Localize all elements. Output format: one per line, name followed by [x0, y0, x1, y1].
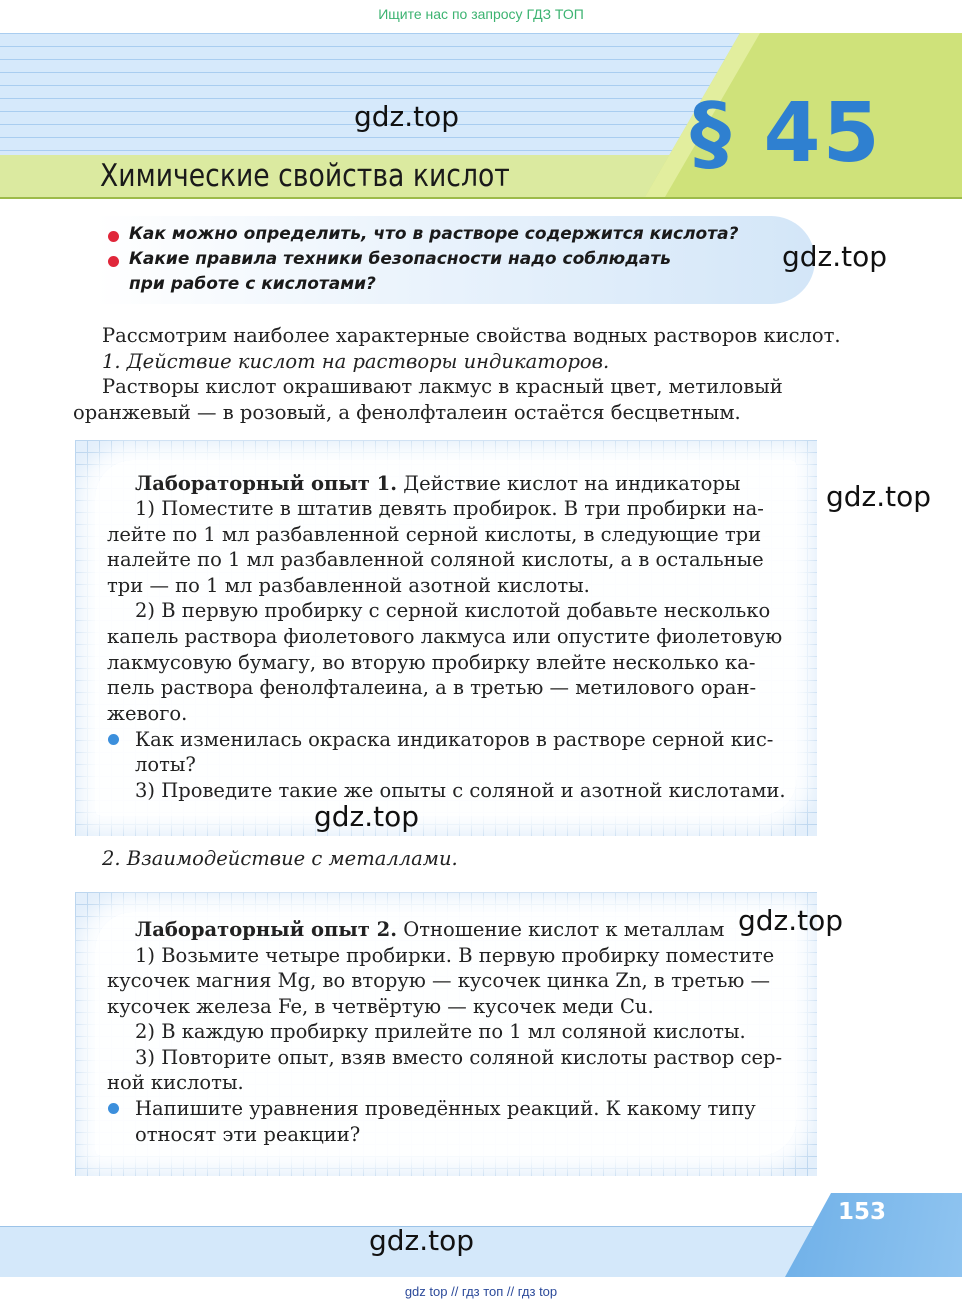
- lab-2-label: Лабораторный опыт 2.: [135, 918, 398, 941]
- lab-2-line: 3) Повторите опыт, взяв вместо соляной кислоты раствор сер-: [135, 1046, 783, 1069]
- lab-1-line: лейте по 1 мл разбавленной серной кислоты, в следующие три: [107, 523, 762, 546]
- lab-1-line: 3) Проведите такие же опыты с соляной и азотной кислотами.: [135, 779, 786, 802]
- lab-1-line: пель раствора фенолфталеина, а в третью — метилового оран-: [107, 676, 757, 699]
- intro-paragraph: Рассмотрим наиболее характерные свойства водных растворов кислот.: [102, 324, 841, 347]
- lab-1-line: жевого.: [107, 702, 188, 725]
- watermark: gdz.top: [826, 480, 932, 513]
- lab-2-line: 2) В каждую пробирку прилейте по 1 мл соляной кислоты.: [135, 1020, 746, 1043]
- question-item: при работе с кислотами?: [129, 274, 376, 294]
- bullet-icon: [108, 1103, 119, 1114]
- watermark: gdz.top: [354, 100, 460, 133]
- lab-1-line: капель раствора фиолетового лакмуса или опустите фиолетовую: [107, 625, 783, 648]
- section-title: Химические свойства кислот: [100, 158, 510, 194]
- bullet-icon: [108, 256, 119, 267]
- section-number: § 45: [690, 86, 882, 181]
- lab-2-line: кусочек железа Fe, в четвёртую — кусочек меди Cu.: [107, 995, 654, 1018]
- watermark: gdz.top: [314, 800, 420, 833]
- key-questions-box: [95, 216, 815, 304]
- subsection-heading: 1. Действие кислот на растворы индикаторов.: [102, 350, 610, 373]
- question-item: Какие правила техники безопасности надо соблюдать: [129, 249, 671, 269]
- watermark: gdz.top: [369, 1224, 475, 1257]
- lab-1-question: лоты?: [135, 753, 196, 776]
- subsection-heading: 2. Взаимодействие с металлами.: [102, 847, 458, 870]
- intro-paragraph: Растворы кислот окрашивают лакмус в красный цвет, метиловый: [102, 375, 783, 398]
- bullet-icon: [108, 231, 119, 242]
- question-item: Как можно определить, что в растворе содержится кислота?: [129, 224, 739, 244]
- lab-1-topic: Действие кислот на индикаторы: [397, 472, 741, 495]
- lab-2-line: ной кислоты.: [107, 1071, 244, 1094]
- lab-1-line: налейте по 1 мл разбавленной соляной кислоты, а в остальные: [107, 548, 764, 571]
- lab-1-label: Лабораторный опыт 1.: [135, 472, 398, 495]
- lab-2-line: 1) Возьмите четыре пробирки. В первую пробирку поместите: [135, 944, 775, 967]
- bullet-icon: [108, 734, 119, 745]
- lab-1-title: [135, 471, 740, 497]
- lab-1-line: лакмусовую бумагу, во вторую пробирку влейте несколько ка-: [107, 651, 756, 674]
- lab-2-topic: Отношение кислот к металлам: [397, 918, 725, 941]
- lab-1-line: 1) Поместите в штатив девять пробирок. В три пробирки на-: [135, 497, 764, 520]
- lab-1-question: Как изменилась окраска индикаторов в растворе серной кис-: [135, 728, 774, 751]
- lab-1-line: три — по 1 мл разбавленной азотной кислоты.: [107, 574, 590, 597]
- lab-2-question: относят эти реакции?: [135, 1123, 361, 1146]
- lab-2-question: Напишите уравнения проведённых реакций. К какому типу: [135, 1097, 756, 1120]
- watermark: gdz.top: [782, 240, 888, 273]
- lab-2-line: кусочек магния Mg, во вторую — кусочек цинка Zn, в третью —: [107, 969, 770, 992]
- intro-paragraph: оранжевый — в розовый, а фенолфталеин остаётся бесцветным.: [73, 401, 741, 424]
- page-number: 153: [838, 1199, 887, 1225]
- bottom-links-note: gdz top // гдз топ // гдз top: [404, 1284, 558, 1299]
- lab-2-title: [135, 917, 724, 943]
- top-search-note: Ищите нас по запросу ГДЗ ТОП: [378, 6, 584, 22]
- section-header: [0, 33, 962, 199]
- lab-1-line: 2) В первую пробирку с серной кислотой добавьте несколько: [135, 599, 771, 622]
- watermark: gdz.top: [738, 904, 844, 937]
